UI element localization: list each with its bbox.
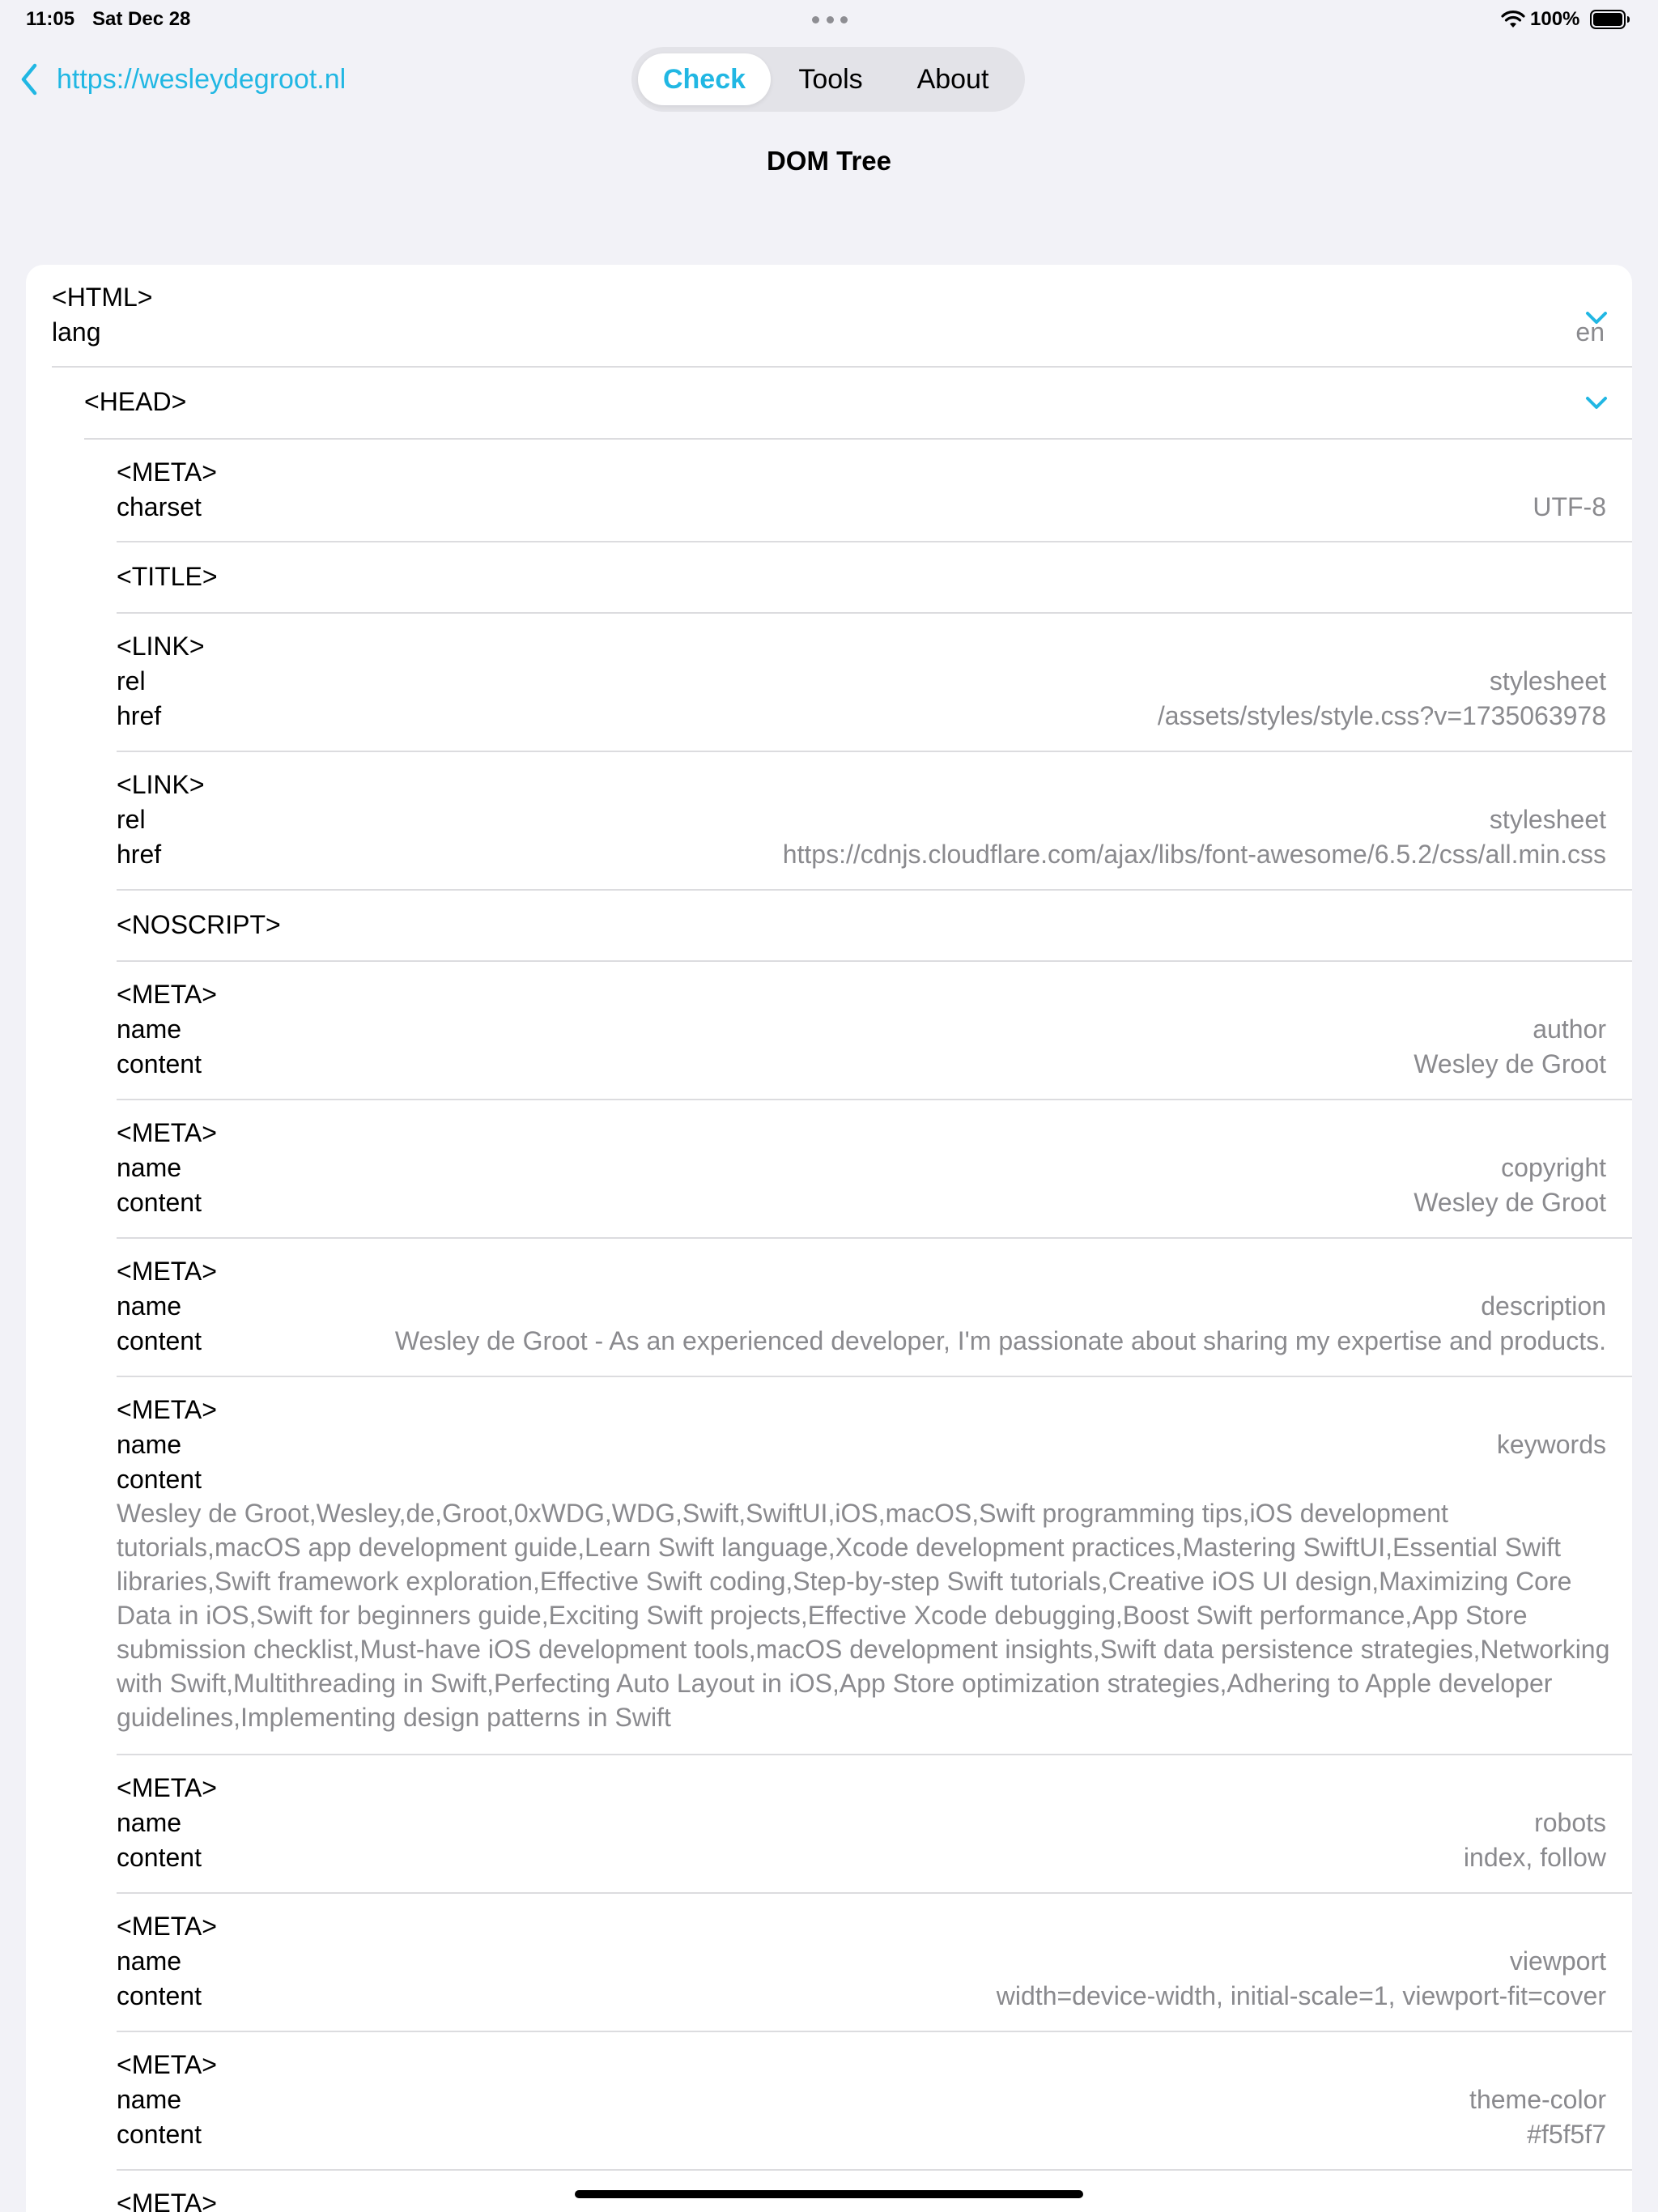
- attr-key: content: [117, 1049, 202, 1078]
- attr-value: #f5f5f7: [1527, 2120, 1606, 2149]
- home-indicator[interactable]: [575, 2190, 1083, 2198]
- attr-key: name: [117, 1015, 182, 1044]
- tab-about[interactable]: About: [916, 63, 989, 95]
- attr-key: name: [117, 1291, 182, 1321]
- attr-value: stylesheet: [1489, 805, 1606, 834]
- attr-key: content: [117, 1981, 202, 2010]
- chevron-down-icon[interactable]: [1585, 311, 1608, 325]
- tag-name: <NOSCRIPT>: [117, 910, 281, 939]
- dom-tree-list: [26, 265, 1632, 2212]
- attr-value: theme-color: [1469, 2085, 1606, 2114]
- battery-icon: [1590, 9, 1630, 30]
- tag-name: <TITLE>: [117, 562, 218, 591]
- section-segmented-control: [631, 47, 1025, 112]
- status-date: Sat Dec 28: [92, 8, 191, 30]
- attr-key: content: [117, 1326, 202, 1355]
- tag-name: <META>: [117, 2050, 217, 2079]
- attr-value: en: [1575, 317, 1605, 347]
- tag-name: <META>: [117, 1773, 217, 1802]
- attr-value: https://cdnjs.cloudflare.com/ajax/libs/font-awesome/6.5.2/css/all.min.css: [782, 840, 1606, 869]
- attr-key: charset: [117, 492, 202, 521]
- attr-value: author: [1533, 1015, 1606, 1044]
- tree-row-meta-charset[interactable]: [26, 440, 1632, 542]
- tree-row-noscript[interactable]: [26, 891, 1632, 962]
- tag-name: <LINK>: [117, 632, 205, 661]
- tree-row-meta-keywords[interactable]: [26, 1377, 1632, 1755]
- tree-row-meta-author[interactable]: [26, 962, 1632, 1100]
- tag-name: <META>: [117, 457, 217, 487]
- attr-key: name: [117, 1430, 182, 1459]
- attr-key: name: [117, 1153, 182, 1182]
- attr-key: content: [117, 1843, 202, 1872]
- tab-check[interactable]: Check: [638, 53, 771, 105]
- tag-name: <META>: [117, 1118, 217, 1147]
- attr-key: content: [117, 1188, 202, 1217]
- tab-tools[interactable]: Tools: [798, 63, 863, 95]
- status-time: 11:05: [26, 8, 75, 30]
- tag-name: <META>: [117, 1912, 217, 1941]
- tag-name: <META>: [117, 1395, 217, 1424]
- tag-name: <META>: [117, 2189, 217, 2212]
- attr-key: rel: [117, 805, 146, 834]
- tag-name: <LINK>: [117, 770, 205, 799]
- wifi-icon: [1501, 10, 1525, 29]
- attr-value: viewport: [1509, 1946, 1606, 1976]
- attr-value: width=device-width, initial-scale=1, viewport-fit=cover: [996, 1981, 1606, 2010]
- attr-value-long: Wesley de Groot,Wesley,de,Groot,0xWDG,WDG,Swift,SwiftUI,iOS,macOS,Swift programming tips,iOS development tutorials,macOS app development guide,Learn Swift language,Xcode development practices,Mastering SwiftUI,Essential Swift libraries,Swift framework exploration,Effective Swift coding,Step-by-step Swift tutorials,Creative iOS UI design,Maximizing Core Data in iOS,Swift for beginners guide,Exciting Swift projects,Effective Xcode debugging,Boost Swift performance,App Store submission checklist,Must-have iOS development tools,macOS development insights,Swift data persistence strategies,Networking with Swift,Multithreading in Swift,Perfecting Auto Layout in iOS,App Store optimization strategies,Adhering to Apple developer guidelines,Implementing design patterns in Swift: [117, 1499, 1610, 1732]
- attr-value: keywords: [1496, 1430, 1606, 1459]
- tree-row-meta-theme-color[interactable]: [26, 2032, 1632, 2171]
- battery-percentage: 100%: [1530, 8, 1580, 30]
- tree-row-meta-viewport[interactable]: [26, 1894, 1632, 2032]
- tree-row-html[interactable]: [26, 265, 1632, 368]
- attr-value: Wesley de Groot - As an experienced developer, I'm passionate about sharing my expertise and products.: [394, 1326, 1606, 1355]
- chevron-down-icon[interactable]: [1585, 396, 1608, 410]
- attr-value: index, follow: [1463, 1843, 1606, 1872]
- tag-name: <HTML>: [52, 283, 153, 312]
- attr-value: Wesley de Groot: [1414, 1049, 1606, 1078]
- tree-row-meta-description[interactable]: [26, 1239, 1632, 1377]
- attr-value: Wesley de Groot: [1414, 1188, 1606, 1217]
- attr-value: stylesheet: [1489, 666, 1606, 696]
- tree-row-link[interactable]: [26, 752, 1632, 891]
- attr-key: lang: [52, 317, 101, 347]
- attr-key: name: [117, 1808, 182, 1837]
- chevron-left-icon: [19, 62, 39, 96]
- page-title: DOM Tree: [766, 146, 892, 176]
- attr-key: name: [117, 1946, 182, 1976]
- attr-key: content: [117, 2120, 202, 2149]
- tree-row-meta-copyright[interactable]: [26, 1100, 1632, 1239]
- back-button-label: https://wesleydegroot.nl: [57, 63, 346, 95]
- attr-value: copyright: [1501, 1153, 1606, 1182]
- status-bar: [0, 0, 1658, 39]
- tag-name: <META>: [117, 980, 217, 1009]
- attr-key: href: [117, 840, 162, 869]
- back-button[interactable]: [19, 60, 346, 99]
- attr-key: content: [117, 1465, 202, 1494]
- multitasking-dots-icon[interactable]: [812, 16, 848, 23]
- tree-row-link[interactable]: [26, 614, 1632, 752]
- attr-value: /assets/styles/style.css?v=1735063978: [1157, 701, 1606, 730]
- tag-name: <META>: [117, 1257, 217, 1286]
- attr-key: rel: [117, 666, 146, 696]
- tag-name: <HEAD>: [84, 387, 187, 416]
- attr-value: robots: [1534, 1808, 1606, 1837]
- tree-row-meta-robots[interactable]: [26, 1755, 1632, 1894]
- tree-row-head[interactable]: [26, 368, 1632, 440]
- attr-value: description: [1481, 1291, 1606, 1321]
- attr-key: name: [117, 2085, 182, 2114]
- attr-value: UTF-8: [1533, 492, 1606, 521]
- tree-row-title[interactable]: [26, 542, 1632, 614]
- attr-key: href: [117, 701, 162, 730]
